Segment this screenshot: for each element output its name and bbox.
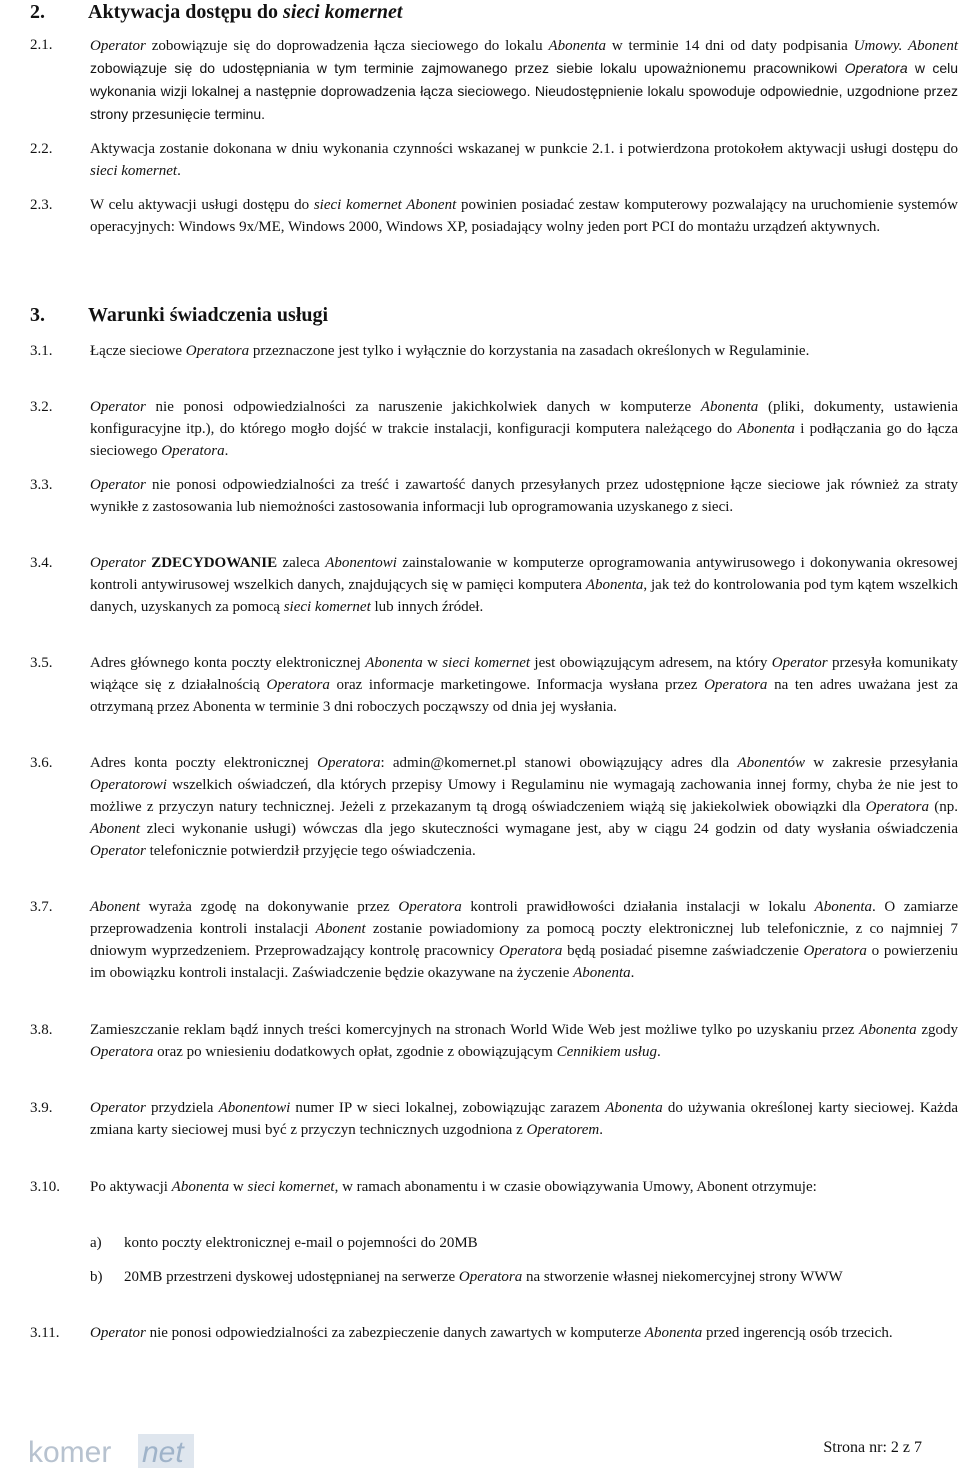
paragraph: 3.6. Adres konta poczty elektronicznej Operatora: admin@komernet.pl stanowi obowiązujący adres dla Abonentów w zakresie przesyłania Operatorowi wszelkich oświadczeń, dla których przepisy Umowy i Regulaminu nie wymagają zachowania innej formy, chyba że nie jest to możliwe z przyczyn natury technicznej. Jeżeli z przekazanym tą drogą oświadczeniem wiążą się jakiekolwiek obowiązki dla Operatora (np. Abonent zleci wykonanie usługi) wówczas dla jego skuteczności wymagane jest, aby w ciągu 24 godzin od daty wysłania oświadczenia Operator telefonicznie potwierdził przyjęcie tego oświadczenia. — [30, 755, 958, 859]
list-item: b) 20MB przestrzeni dyskowej udostępnianej na serwerze Operatora na stworzenie własnej niekomercyjnej strony WWW — [90, 1269, 843, 1285]
paragraph: 2.3. W celu aktywacji usługi dostępu do sieci komernet Abonent powinien posiadać zestaw komputerowy pozwalający na uruchomienie systemów operacyjnych: Windows 9x/ME, Windows 2000, Windows XP, posiadający wolny jeden port PCI do montażu urządzeń aktywnych. — [30, 197, 959, 235]
section-heading: 3. Warunki świadczenia usługi — [30, 304, 329, 326]
paragraph: 3.5. Adres głównego konta poczty elektronicznej Abonenta w sieci komernet jest obowiązującym adresem, na który Operator przesyła komunikaty wiążące się z działalnością Operatora oraz informacje marketingowe. Informacja wysłana przez Operatora na ten adres uważana jest za otrzymaną przez Abonenta w terminie 3 dni roboczych począwszy od dnia jej wysłania. — [30, 655, 959, 715]
paragraph: 3.4. Operator ZDECYDOWANIE zaleca Abonentowi zainstalowanie w komputerze oprogramowania antywirusowego i dokonywania okresowej kontroli antywirusowej wszelkich danych, znajdujących się w pamięci komputera Abonenta, jak też do kontrolowania pod tym kątem wszelkich danych, uzyskanych za pomocą sieci komernet lub innych źródeł. — [30, 555, 958, 615]
paragraph: 3.7. Abonent wyraża zgodę na dokonywanie przez Operatora kontroli prawidłowości działania instalacji w lokalu Abonenta. O zamiarze przeprowadzenia kontroli instalacji Abonent zostanie powiadomiony za pomocą poczty elektronicznej lub telefonicznie, z co najmniej 7 dniowym wyprzedzeniem. Przeprowadzający kontrolę pracownicy Operatora będą posiadać pisemne zaświadczenie Operatora o powierzeniu im obowiązku kontroli instalacji. Zaświadczenie będzie okazywane na życzenie Abonenta. — [30, 899, 959, 981]
paragraph: 3.11. Operator nie ponosi odpowiedzialności za zabezpieczenie danych zawartych w komputerze Abonenta przed ingerencją osób trzecich. — [30, 1325, 893, 1341]
paragraph: 2.1. Operator zobowiązuje się do doprowadzenia łącza sieciowego do lokalu Abonenta w terminie 14 dni od daty podpisania Umowy. Abonent zobowiązuje się do udostępniania w tym terminie zajmowanego przez siebie lokalu upoważnionemu pracownikowi Operatora w celu wykonania wizji lokalnej a następnie doprowadzenia łącza sieciowego. Nieudostępnienie lokalu spowoduje odpowiednie, uzgodnione przez strony przesunięcie terminu. — [30, 37, 959, 122]
paragraph: 3.1. Łącze sieciowe Operatora przeznaczone jest tylko i wyłącznie do korzystania na zasadach określonych w Regulaminie. — [30, 343, 810, 359]
svg-text:net: net — [142, 1436, 184, 1468]
paragraph: 3.2. Operator nie ponosi odpowiedzialności za naruszenie jakichkolwiek danych w komputerze Abonenta (pliki, dokumenty, ustawienia konfiguracyjne itp.), do którego mogło dojść w trakcie instalacji, konfiguracji komputera należącego do Abonenta i podłączania go do łącza sieciowego Operatora. — [30, 399, 958, 459]
section-heading: 2. Aktywacja dostępu do sieci komernet — [30, 1, 403, 23]
paragraph: 3.10. Po aktywacji Abonenta w sieci komernet, w ramach abonamentu i w czasie obowiązywania Umowy, Abonent otrzymuje: — [30, 1179, 817, 1195]
komernet-logo — [10, 1432, 196, 1468]
list-item: a) konto poczty elektronicznej e-mail o pojemności do 20MB — [90, 1235, 478, 1251]
page-number: Strona nr: 2 z 7 — [823, 1439, 922, 1456]
svg-text:komer: komer — [28, 1436, 112, 1468]
paragraph: 2.2. Aktywacja zostanie dokonana w dniu wykonania czynności wskazanej w punkcie 2.1. i potwierdzona protokołem aktywacji usługi dostępu do sieci komernet. — [30, 141, 958, 179]
paragraph: 3.3. Operator nie ponosi odpowiedzialności za treść i zawartość danych przesyłanych przez udostępnione łącze sieciowe jak również za straty wynikłe z zastosowania lub niemożności zastosowania informacji lub oprogramowania uzyskanego z sieci. — [30, 477, 958, 515]
paragraph: 3.8. Zamieszczanie reklam bądź innych treści komercyjnych na stronach World Wide Web jest możliwe tylko po uzyskaniu przez Abonenta zgody Operatora oraz po wniesieniu dodatkowych opłat, zgodnie z obowiązującym Cennikiem usług. — [30, 1022, 958, 1060]
paragraph: 3.9. Operator przydziela Abonentowi numer IP w sieci lokalnej, zobowiązując zarazem Abonenta do używania określonej karty sieciowej. Każda zmiana karty sieciowej musi być z przyczyn technicznych uzgodniona z Operatorem. — [30, 1100, 958, 1138]
